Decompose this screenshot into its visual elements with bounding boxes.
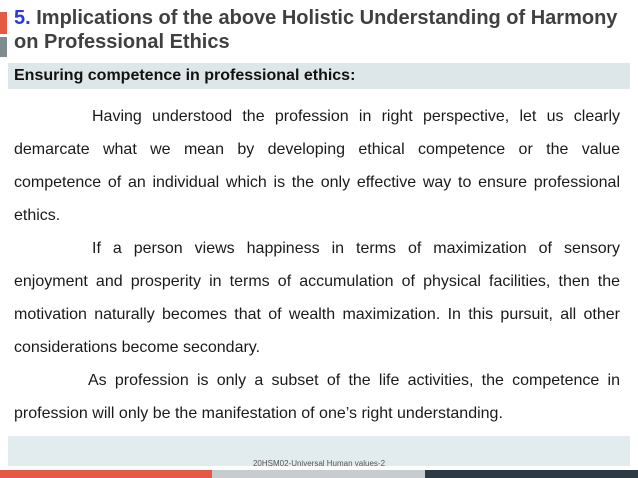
slide-subtitle: Ensuring competence in professional ethics: [14,67,356,84]
stripe-segment-grey [212,470,425,478]
bottom-color-stripe [0,470,638,478]
stripe-segment-dark [425,470,638,478]
paragraph-3: As profession is only a subset of the life activities, the competence in profession will only be the manifestation of one’s right understanding. [14,372,620,422]
title-accent-red-bar [0,12,7,34]
slide-title [14,6,634,54]
slide-title-number: 5. [14,7,31,29]
stripe-segment-red [0,470,212,478]
paragraph-2: If a person views happiness in terms of maximization of sensory enjoyment and prosperity in terms of accumulation of physical facilities, then the motivation naturally becomes that of wealth maximization. In this pursuit, all other considerations become secondary. [14,240,620,356]
footer-text: 20HSM02-Universal Human values-2 [252,459,386,468]
slide-body [14,100,620,430]
paragraph-1: Having understood the profession in right perspective, let us clearly demarcate what we mean by developing ethical competence or the value competence of an individual which is the only effective way to ensure professional ethics. [14,108,620,224]
slide-title-text: Implications of the above Holistic Understanding of Harmony on Professional Ethics [14,7,618,53]
title-accent-grey-bar [0,37,7,57]
